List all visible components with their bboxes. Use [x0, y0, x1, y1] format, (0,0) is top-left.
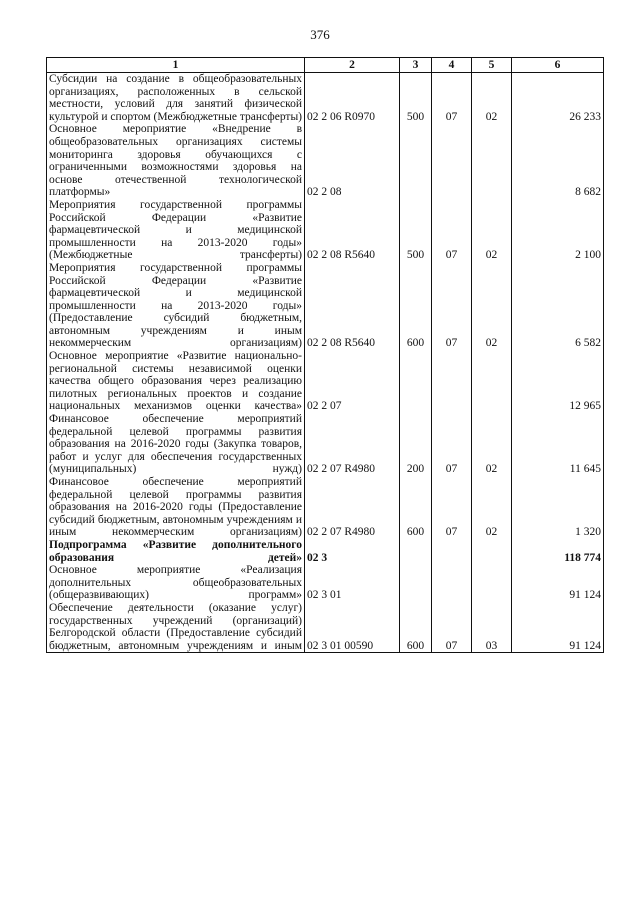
row-col4: 07: [432, 602, 472, 653]
table-row: [47, 123, 604, 199]
row-col5: 02: [472, 199, 512, 262]
row-col3: 200: [400, 413, 432, 476]
row-code: 02 2 07: [305, 350, 400, 413]
column-header-4: 4: [432, 58, 472, 73]
column-header-5: 5: [472, 58, 512, 73]
table-row: [47, 350, 604, 413]
row-amount: 91 124: [512, 602, 604, 653]
row-amount: 91 124: [512, 564, 604, 602]
row-amount: 6 582: [512, 262, 604, 350]
column-header-1: 1: [47, 58, 305, 73]
row-col3: 600: [400, 476, 432, 539]
row-description: Субсидии на создание в общеобразовательных организациях, расположенных в сельской местности, условий для занятий физической культурой и спортом (Межбюджетные трансферты): [47, 73, 305, 124]
row-col4: 07: [432, 199, 472, 262]
row-code: 02 2 08 R5640: [305, 199, 400, 262]
row-col5: 03: [472, 602, 512, 653]
row-col3: 500: [400, 73, 432, 124]
row-description: Основное мероприятие «Развитие национально-региональной системы независимой оценки качества общего образования через реализацию пилотных региональных проектов и создание национальных механизмов оценки качества»: [47, 350, 305, 413]
table-row: [47, 73, 604, 124]
row-col3: [400, 564, 432, 602]
row-description: Основное мероприятие «Внедрение в общеобразовательных организациях системы мониторинга здоровья обучающихся с ограниченными возможностями здоровья на основе отечественной технологической платформы»: [47, 123, 305, 199]
row-amount: 8 682: [512, 123, 604, 199]
column-header-2: 2: [305, 58, 400, 73]
row-col3: 600: [400, 602, 432, 653]
page-number: 376: [310, 27, 330, 42]
table-row: [47, 199, 604, 262]
row-col3: 500: [400, 199, 432, 262]
row-col5: 02: [472, 262, 512, 350]
row-description: Финансовое обеспечение мероприятий федеральной целевой программы развития образования на 2016-2020 годы (Предоставление субсидий бюджетным, автономным учреждениям и иным некоммерческим организациям): [47, 476, 305, 539]
row-description: Мероприятия государственной программы Российской Федерации «Развитие фармацевтической и медицинской промышленности на 2013-2020 годы» (Межбюджетные трансферты): [47, 199, 305, 262]
row-amount: 1 320: [512, 476, 604, 539]
column-header-3: 3: [400, 58, 432, 73]
row-amount: 11 645: [512, 413, 604, 476]
row-code: 02 3 01: [305, 564, 400, 602]
row-code: 02 2 06 R0970: [305, 73, 400, 124]
row-amount: 118 774: [512, 539, 604, 564]
row-col5: 02: [472, 413, 512, 476]
row-amount: 2 100: [512, 199, 604, 262]
row-code: 02 2 08 R5640: [305, 262, 400, 350]
row-col4: [432, 123, 472, 199]
row-col4: [432, 564, 472, 602]
table-row-subprogram: [47, 539, 604, 564]
row-code: 02 2 07 R4980: [305, 413, 400, 476]
row-col5: 02: [472, 476, 512, 539]
row-amount: 12 965: [512, 350, 604, 413]
table-row: [47, 262, 604, 350]
row-code: 02 3: [305, 539, 400, 564]
row-description: Финансовое обеспечение мероприятий федеральной целевой программы развития образования на 2016-2020 годы (Закупка товаров, работ и услуг для обеспечения государственных (муниципальных) нужд): [47, 413, 305, 476]
row-col3: [400, 123, 432, 199]
row-col5: 02: [472, 73, 512, 124]
table-row: [47, 564, 604, 602]
table-row: [47, 413, 604, 476]
row-description: Основное мероприятие «Реализация дополнительных общеобразовательных (общеразвивающих) программ»: [47, 564, 305, 602]
table-row: [47, 602, 604, 653]
column-header-6: 6: [512, 58, 604, 73]
table-row: [47, 476, 604, 539]
row-description: Обеспечение деятельности (оказание услуг) государственных учреждений (организаций) Белгородской области (Предоставление субсидий бюджетным, автономным учреждениям и иным: [47, 602, 305, 653]
row-col4: 07: [432, 262, 472, 350]
row-col3: [400, 539, 432, 564]
row-col5: [472, 350, 512, 413]
row-col3: 600: [400, 262, 432, 350]
row-description: Подпрограмма «Развитие дополнительного образования детей»: [47, 539, 305, 564]
row-col4: [432, 350, 472, 413]
row-code: 02 3 01 00590: [305, 602, 400, 653]
table-header-row: [47, 58, 604, 73]
row-col4: 07: [432, 73, 472, 124]
row-code: 02 2 08: [305, 123, 400, 199]
row-description: Мероприятия государственной программы Российской Федерации «Развитие фармацевтической и медицинской промышленности на 2013-2020 годы» (Предоставление субсидий бюджетным, автономным учреждениям и иным некоммерческим организациям): [47, 262, 305, 350]
row-col4: 07: [432, 476, 472, 539]
row-code: 02 2 07 R4980: [305, 476, 400, 539]
row-col5: [472, 564, 512, 602]
row-amount: 26 233: [512, 73, 604, 124]
row-col5: [472, 539, 512, 564]
row-col3: [400, 350, 432, 413]
row-col5: [472, 123, 512, 199]
budget-table: [46, 57, 604, 653]
row-col4: 07: [432, 413, 472, 476]
row-col4: [432, 539, 472, 564]
